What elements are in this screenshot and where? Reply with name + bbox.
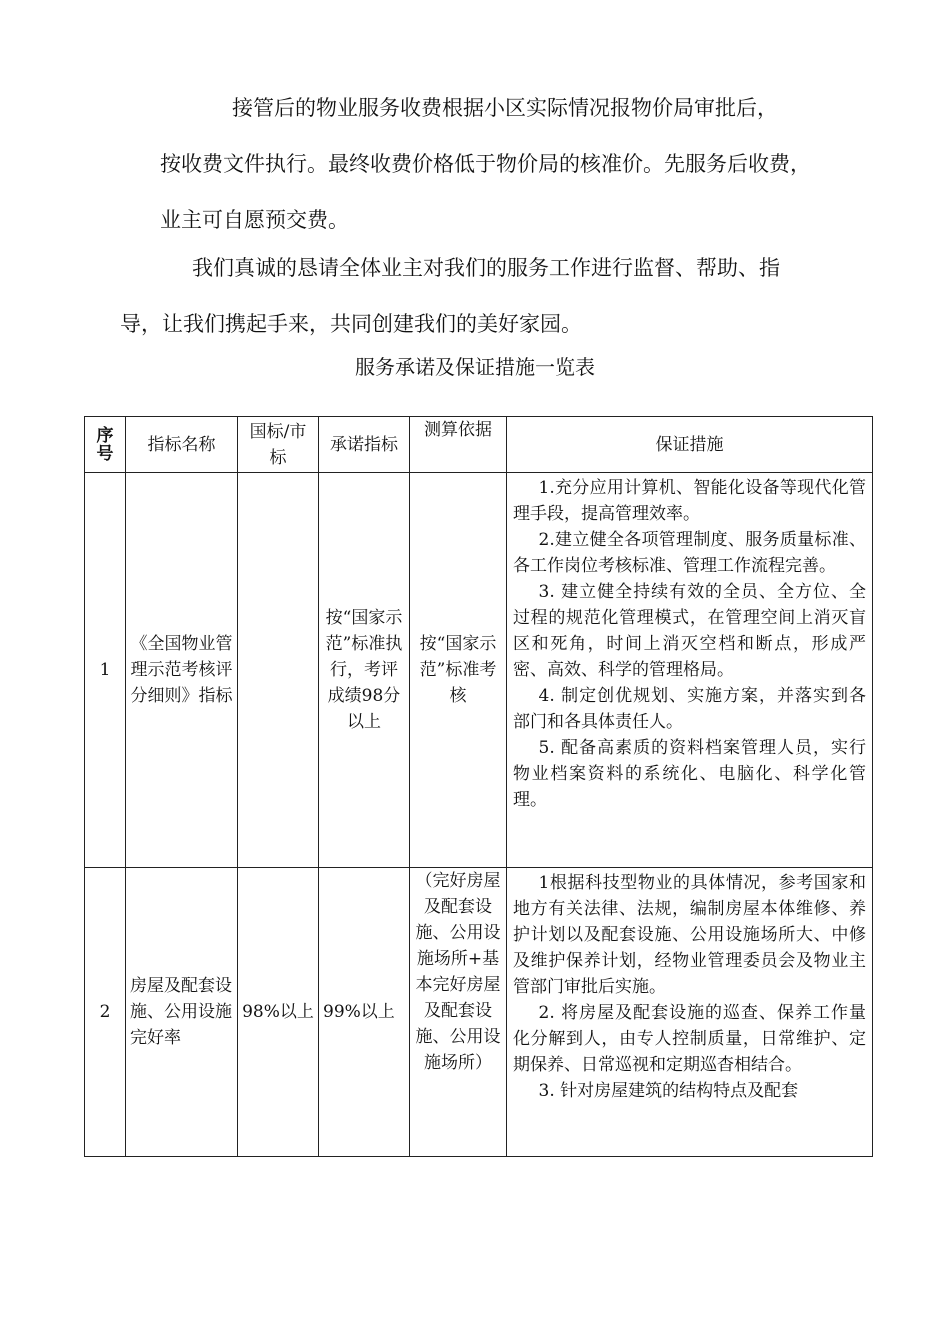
- header-seq: 序号: [85, 417, 126, 473]
- cell-national: 98%以上: [238, 868, 319, 1157]
- paragraph-line: 导，让我们携起手来，共同创建我们的美好家园。: [120, 312, 582, 336]
- cell-measures: [507, 473, 873, 868]
- paragraph-line: 业主可自愿预交费。: [160, 208, 349, 232]
- table-header-row: [85, 417, 873, 473]
- measure-item: 2. 将房屋及配套设施的巡查、保养工作量化分解到人，由专人控制质量，日常维护、定期保养、日常巡视和定期巡杳相结合。: [513, 1003, 866, 1075]
- table-row: [85, 868, 873, 1157]
- header-measures: 保证措施: [507, 417, 873, 473]
- measure-item: 5. 配备高素质的资料档案管理人员，实行物业档案资料的系统化、电脑化、科学化管理。: [513, 738, 866, 810]
- cell-seq: 1: [85, 473, 126, 868]
- measure-item: 4. 制定创优规划、实施方案，并落实到各部门和各具体责任人。: [513, 686, 866, 732]
- cell-name: 房屋及配套设施、公用设施完好率: [126, 868, 238, 1157]
- header-name: 指标名称: [126, 417, 238, 473]
- cell-promise: 99%以上: [319, 868, 410, 1157]
- intro-paragraph-fees: [160, 80, 900, 248]
- header-national: 国标/市标: [238, 417, 319, 473]
- cell-basis: （完好房屋及配套设施、公用设施场所+基本完好房屋及配套设施、公用设施场所）: [410, 868, 507, 1157]
- paragraph-line: 按收费文件执行。最终收费价格低于物价局的核准价。先服务后收费，: [160, 152, 811, 176]
- measure-item: 3. 针对房屋建筑的结构特点及配套: [538, 1081, 799, 1101]
- cell-basis: 按“国家示范”标准考核: [410, 473, 507, 868]
- measure-item: 1.充分应用计算机、智能化设备等现代化管理手段，提高管理效率。: [513, 478, 866, 524]
- measure-item: 2.建立健全各项管理制度、服务质量标准、各工作岗位考核标准、管理工作流程完善。: [513, 530, 866, 576]
- table-row: [85, 473, 873, 868]
- service-commitment-table: [84, 416, 873, 1157]
- cell-national: [238, 473, 319, 868]
- header-basis: 测算依据: [410, 417, 507, 473]
- intro-paragraph-appeal: [120, 240, 880, 352]
- cell-measures: [507, 868, 873, 1157]
- table-title: 服务承诺及保证措施一览表: [355, 355, 595, 379]
- cell-promise: 按“国家示范”标准执行，考评成绩98分以上: [319, 473, 410, 868]
- header-promise: 承诺指标: [319, 417, 410, 473]
- measure-item: 3. 建立健全持续有效的全员、全方位、全过程的规范化管理模式，在管理空间上消灭盲区和死角，时间上消灭空档和断点，形成严密、高效、科学的管理格局。: [513, 582, 866, 680]
- cell-seq: 2: [85, 868, 126, 1157]
- measure-item: 1根据科技型物业的具体情况，参考国家和地方有关法律、法规，编制房屋本体维修、养护计划以及配套设施、公用设施场所大、中修及维护保养计划，经物业管理委员会及物业主管部门审批后实施。: [513, 873, 866, 997]
- paragraph-line: 接管后的物业服务收费根据小区实际情况报物价局审批后，: [232, 96, 778, 120]
- paragraph-line: 我们真诚的恳请全体业主对我们的服务工作进行监督、帮助、指: [192, 256, 780, 280]
- cell-name: 《全国物业管理示范考核评分细则》指标: [126, 473, 238, 868]
